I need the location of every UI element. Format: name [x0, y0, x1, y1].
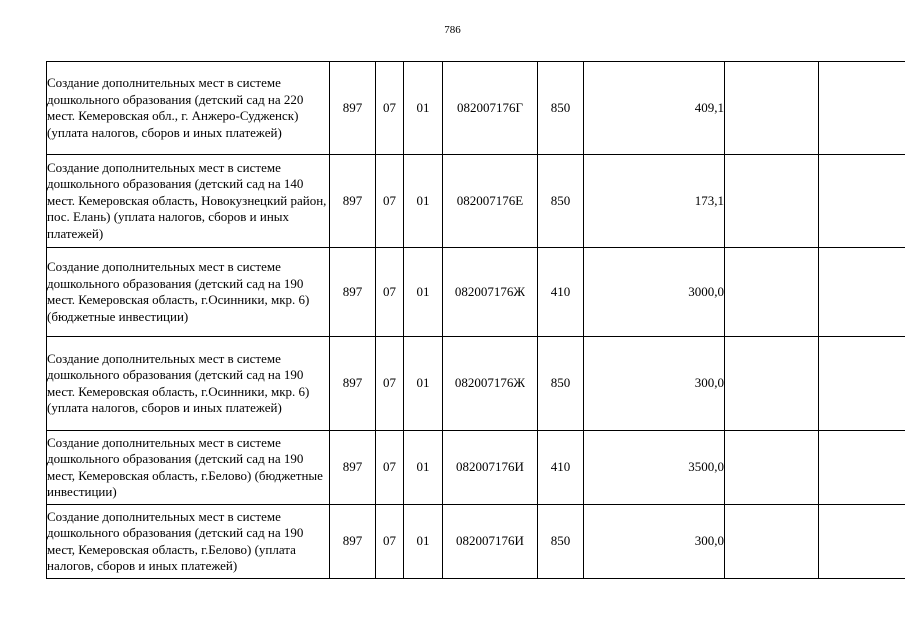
cell-target-article: 082007176Ж [443, 248, 538, 337]
cell-empty [725, 248, 819, 337]
cell-subsection: 01 [404, 155, 443, 248]
cell-description: Создание дополнительных мест в системе дошкольного образования (детский сад на 190 мест. Кемеровская область, г.Осинники, мкр. 6) (уплата налогов, сборов и иных платежей) [47, 337, 330, 431]
cell-expense-type: 850 [538, 505, 584, 579]
cell-empty [819, 337, 905, 431]
cell-empty [725, 337, 819, 431]
cell-description: Создание дополнительных мест в системе дошкольного образования (детский сад на 190 мест. Кемеровская область, г.Осинники, мкр. 6) (бюджетные инвестиции) [47, 248, 330, 337]
table-row [47, 62, 905, 155]
table-row [47, 505, 905, 579]
page-number: 786 [444, 24, 461, 36]
cell-subsection: 01 [404, 248, 443, 337]
cell-section: 07 [376, 62, 404, 155]
cell-ministry: 897 [330, 62, 376, 155]
cell-ministry: 897 [330, 505, 376, 579]
cell-subsection: 01 [404, 505, 443, 579]
cell-empty [725, 505, 819, 579]
cell-expense-type: 850 [538, 337, 584, 431]
table-row [47, 431, 905, 505]
cell-ministry: 897 [330, 248, 376, 337]
cell-target-article: 082007176Ж [443, 337, 538, 431]
table-row [47, 155, 905, 248]
cell-amount: 3500,0 [584, 431, 725, 505]
cell-ministry: 897 [330, 155, 376, 248]
cell-empty [725, 155, 819, 248]
cell-subsection: 01 [404, 431, 443, 505]
cell-target-article: 082007176Е [443, 155, 538, 248]
cell-ministry: 897 [330, 431, 376, 505]
cell-empty [725, 62, 819, 155]
cell-target-article: 082007176Г [443, 62, 538, 155]
cell-description: Создание дополнительных мест в системе дошкольного образования (детский сад на 190 мест, Кемеровская область, г.Белово) (уплата налогов, сборов и иных платежей) [47, 505, 330, 579]
cell-amount: 300,0 [584, 505, 725, 579]
cell-empty [819, 155, 905, 248]
cell-section: 07 [376, 155, 404, 248]
cell-empty [819, 248, 905, 337]
cell-empty [819, 62, 905, 155]
cell-description: Создание дополнительных мест в системе дошкольного образования (детский сад на 140 мест. Кемеровская область, Новокузнецкий район, пос. Елань) (уплата налогов, сборов и иных платежей) [47, 155, 330, 248]
cell-expense-type: 850 [538, 155, 584, 248]
cell-empty [819, 431, 905, 505]
cell-target-article: 082007176И [443, 431, 538, 505]
cell-target-article: 082007176И [443, 505, 538, 579]
cell-section: 07 [376, 505, 404, 579]
cell-expense-type: 410 [538, 248, 584, 337]
table-row [47, 248, 905, 337]
cell-section: 07 [376, 431, 404, 505]
cell-section: 07 [376, 248, 404, 337]
cell-description: Создание дополнительных мест в системе дошкольного образования (детский сад на 190 мест, Кемеровская область, г.Белово) (бюджетные инвестиции) [47, 431, 330, 505]
cell-amount: 409,1 [584, 62, 725, 155]
budget-table [46, 61, 905, 579]
cell-description: Создание дополнительных мест в системе дошкольного образования (детский сад на 220 мест. Кемеровская обл., г. Анжеро-Судженск) (уплата налогов, сборов и иных платежей) [47, 62, 330, 155]
table-row [47, 337, 905, 431]
cell-ministry: 897 [330, 337, 376, 431]
cell-amount: 300,0 [584, 337, 725, 431]
cell-empty [819, 505, 905, 579]
cell-section: 07 [376, 337, 404, 431]
cell-empty [725, 431, 819, 505]
cell-expense-type: 850 [538, 62, 584, 155]
cell-amount: 173,1 [584, 155, 725, 248]
cell-expense-type: 410 [538, 431, 584, 505]
cell-subsection: 01 [404, 62, 443, 155]
cell-subsection: 01 [404, 337, 443, 431]
cell-amount: 3000,0 [584, 248, 725, 337]
